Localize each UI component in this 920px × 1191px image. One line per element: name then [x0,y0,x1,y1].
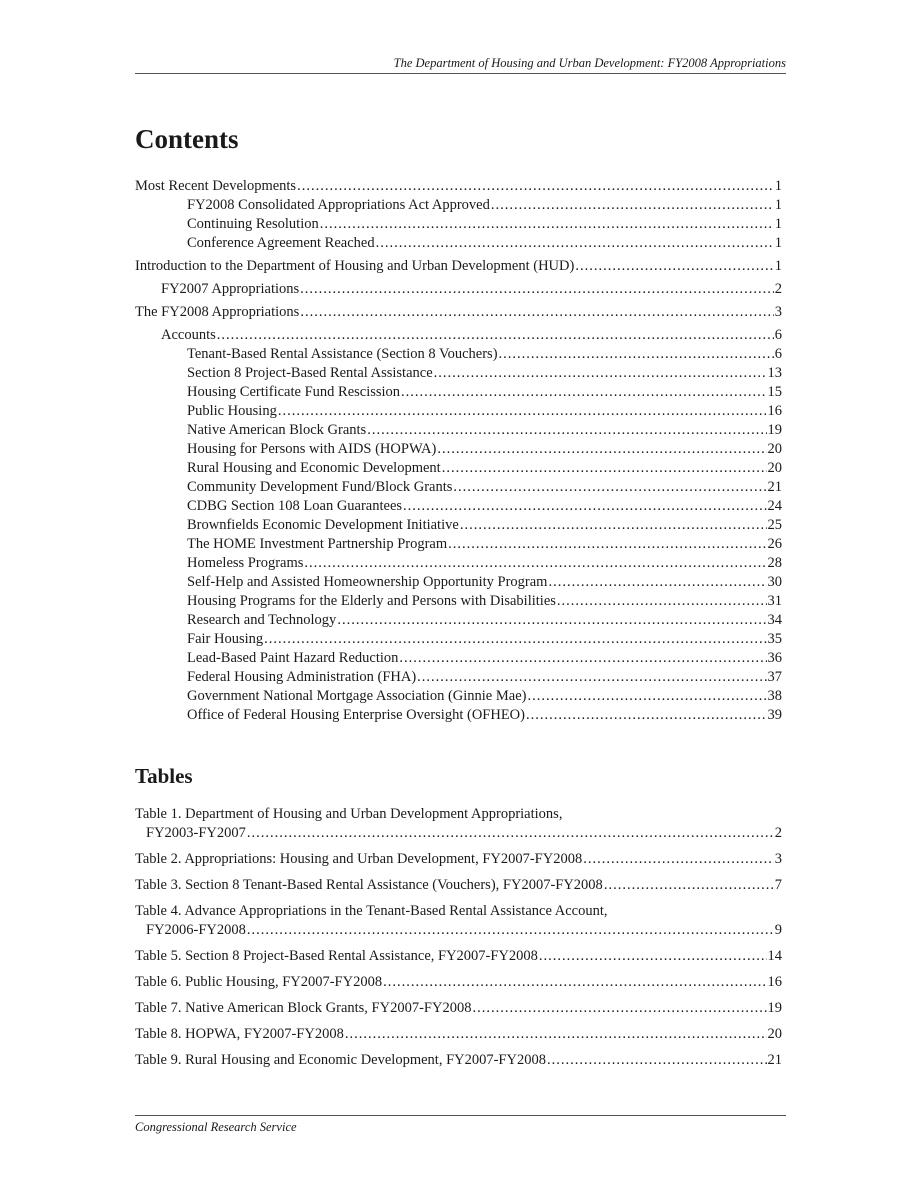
toc-entry[interactable] [135,440,782,459]
list-of-tables [135,805,782,1077]
leader-dots [401,383,766,402]
table-list-item-page: 9 [774,922,782,938]
table-list-item-title: Table 6. Public Housing, FY2007-FY2008 [135,974,383,990]
toc-entry[interactable] [135,364,782,383]
table-list-item-page: 14 [767,948,782,964]
toc-entry-title: Continuing Resolution [187,216,319,232]
toc-entry-title: Research and Technology [187,612,337,628]
leader-dots [448,535,766,554]
toc-entry-title: Accounts [161,327,216,343]
toc-entry-page: 1 [774,197,782,213]
leader-dots [557,592,767,611]
toc-entry-page: 28 [767,555,782,571]
leader-dots [434,364,767,383]
toc-entry-page: 26 [767,536,782,552]
toc-entry-page: 1 [774,216,782,232]
table-list-item[interactable] [135,947,782,966]
table-list-item-title: FY2006-FY2008 [146,922,246,938]
toc-entry-title: FY2008 Consolidated Appropriations Act Approved [187,197,490,213]
toc-entry[interactable] [135,668,782,687]
leader-dots [367,421,766,440]
leader-dots [247,921,774,940]
toc-entry-page: 1 [774,258,782,274]
contents-heading: Contents [135,124,239,154]
toc-entry-page: 35 [767,631,782,647]
toc-entry[interactable] [135,535,782,554]
toc-entry-page: 16 [767,403,782,419]
table-list-item-page: 19 [767,1000,782,1016]
table-list-item-title: Table 2. Appropriations: Housing and Urban Development, FY2007-FY2008 [135,851,583,867]
toc-entry-page: 30 [767,574,782,590]
leader-dots [491,196,774,215]
table-of-contents [135,177,782,725]
toc-entry[interactable] [135,554,782,573]
leader-dots [575,257,773,276]
table-list-item-title: Table 5. Section 8 Project-Based Rental Assistance, FY2007-FY2008 [135,948,538,964]
leader-dots [527,687,766,706]
toc-entry-title: Section 8 Project-Based Rental Assistance [187,365,433,381]
leader-dots [300,280,774,299]
leader-dots [300,303,773,322]
leader-dots [278,402,767,421]
toc-entry-page: 21 [767,479,782,495]
toc-entry[interactable] [135,516,782,535]
toc-entry-page: 38 [767,688,782,704]
toc-entry[interactable] [135,630,782,649]
toc-entry[interactable] [135,611,782,630]
table-list-item[interactable] [135,850,782,869]
leader-dots [383,973,766,992]
table-list-item-line1: Table 1. Department of Housing and Urban Development Appropriations, [135,806,563,822]
toc-entry-title: Housing Certificate Fund Rescission [187,384,401,400]
toc-entry-title: Government National Mortgage Association (Ginnie Mae) [187,688,527,704]
toc-entry-page: 1 [774,235,782,251]
leader-dots [442,459,767,478]
table-list-item-line1: Table 4. Advance Appropriations in the Tenant-Based Rental Assistance Account, [135,903,608,919]
toc-entry-page: 34 [767,612,782,628]
toc-entry-page: 15 [767,384,782,400]
leader-dots [247,824,774,843]
toc-entry[interactable] [135,280,782,299]
leader-dots [539,947,767,966]
leader-dots [417,668,766,687]
toc-entry-title: Housing Programs for the Elderly and Persons with Disabilities [187,593,556,609]
leader-dots [297,177,774,196]
toc-entry[interactable] [135,345,782,364]
table-list-item[interactable] [135,902,782,940]
toc-entry[interactable] [135,573,782,592]
table-list-item-page: 3 [774,851,782,867]
toc-entry-title: Office of Federal Housing Enterprise Oversight (OFHEO) [187,707,525,723]
toc-entry-page: 37 [767,669,782,685]
toc-entry-title: FY2007 Appropriations [161,281,300,297]
toc-entry-title: Lead-Based Paint Hazard Reduction [187,650,399,666]
toc-entry-page: 1 [774,178,782,194]
toc-entry-page: 20 [767,460,782,476]
header-rule [135,73,786,74]
leader-dots [437,440,766,459]
leader-dots [217,326,774,345]
toc-entry-title: Tenant-Based Rental Assistance (Section 8 Vouchers) [187,346,498,362]
toc-entry[interactable] [135,649,782,668]
toc-entry[interactable] [135,303,782,322]
table-list-item[interactable] [135,1025,782,1044]
leader-dots [304,554,766,573]
toc-entry-page: 39 [767,707,782,723]
toc-entry[interactable] [135,326,782,345]
toc-entry-title: Public Housing [187,403,277,419]
table-list-item[interactable] [135,876,782,895]
toc-entry-title: Fair Housing [187,631,264,647]
toc-entry-page: 3 [774,304,782,320]
table-list-item-title: Table 3. Section 8 Tenant-Based Rental Assistance (Vouchers), FY2007-FY2008 [135,877,603,893]
table-list-item-title: FY2003-FY2007 [146,825,246,841]
leader-dots [499,345,774,364]
toc-entry-title: Community Development Fund/Block Grants [187,479,453,495]
table-list-item-title: Table 7. Native American Block Grants, FY2007-FY2008 [135,1000,472,1016]
toc-entry-page: 6 [774,327,782,343]
table-list-item-page: 2 [774,825,782,841]
toc-entry-page: 2 [774,281,782,297]
leader-dots [547,1051,767,1070]
leader-dots [548,573,766,592]
toc-entry-title: Conference Agreement Reached [187,235,375,251]
leader-dots [320,215,774,234]
toc-entry-title: Federal Housing Administration (FHA) [187,669,417,685]
table-list-item[interactable] [135,805,782,843]
toc-entry-title: CDBG Section 108 Loan Guarantees [187,498,403,514]
toc-entry-title: Most Recent Developments [135,178,297,194]
toc-entry-page: 6 [774,346,782,362]
toc-entry-title: Homeless Programs [187,555,304,571]
table-list-item-page: 16 [767,974,782,990]
toc-entry[interactable] [135,257,782,276]
toc-entry-page: 24 [767,498,782,514]
running-header: The Department of Housing and Urban Development: FY2008 Appropriations [393,56,786,70]
table-list-item[interactable] [135,999,782,1018]
leader-dots [472,999,766,1018]
toc-entry-title: Introduction to the Department of Housing and Urban Development (HUD) [135,258,575,274]
leader-dots [403,497,766,516]
toc-entry-page: 25 [767,517,782,533]
toc-entry[interactable] [135,706,782,725]
toc-entry-title: The HOME Investment Partnership Program [187,536,448,552]
toc-entry[interactable] [135,478,782,497]
table-list-item-title: Table 8. HOPWA, FY2007-FY2008 [135,1026,344,1042]
tables-heading: Tables [135,764,193,788]
toc-entry[interactable] [135,497,782,516]
toc-entry-page: 31 [767,593,782,609]
leader-dots [376,234,774,253]
toc-entry[interactable] [135,196,782,215]
leader-dots [583,850,774,869]
toc-entry-title: The FY2008 Appropriations [135,304,300,320]
leader-dots [345,1025,767,1044]
footer-rule [135,1115,786,1116]
toc-entry[interactable] [135,687,782,706]
toc-entry-title: Housing for Persons with AIDS (HOPWA) [187,441,437,457]
leader-dots [604,876,774,895]
toc-entry[interactable] [135,383,782,402]
leader-dots [526,706,767,725]
toc-entry-title: Brownfields Economic Development Initiative [187,517,459,533]
toc-entry[interactable] [135,459,782,478]
toc-entry-title: Self-Help and Assisted Homeownership Opportunity Program [187,574,548,590]
table-list-item-page: 20 [767,1026,782,1042]
table-list-item-page: 7 [774,877,782,893]
table-list-item-title: Table 9. Rural Housing and Economic Development, FY2007-FY2008 [135,1052,546,1068]
toc-entry-page: 19 [767,422,782,438]
toc-entry[interactable] [135,177,782,196]
leader-dots [453,478,766,497]
toc-entry[interactable] [135,215,782,234]
leader-dots [399,649,766,668]
leader-dots [264,630,766,649]
table-list-item[interactable] [135,973,782,992]
leader-dots [337,611,766,630]
table-list-item-page: 21 [767,1052,782,1068]
toc-entry-page: 13 [767,365,782,381]
toc-entry[interactable] [135,592,782,611]
toc-entry-title: Rural Housing and Economic Development [187,460,441,476]
toc-entry[interactable] [135,234,782,253]
table-list-item[interactable] [135,1051,782,1070]
toc-entry[interactable] [135,421,782,440]
toc-entry-page: 36 [767,650,782,666]
toc-entry-title: Native American Block Grants [187,422,367,438]
toc-entry[interactable] [135,402,782,421]
running-footer: Congressional Research Service [135,1120,297,1134]
leader-dots [460,516,767,535]
toc-entry-page: 20 [767,441,782,457]
